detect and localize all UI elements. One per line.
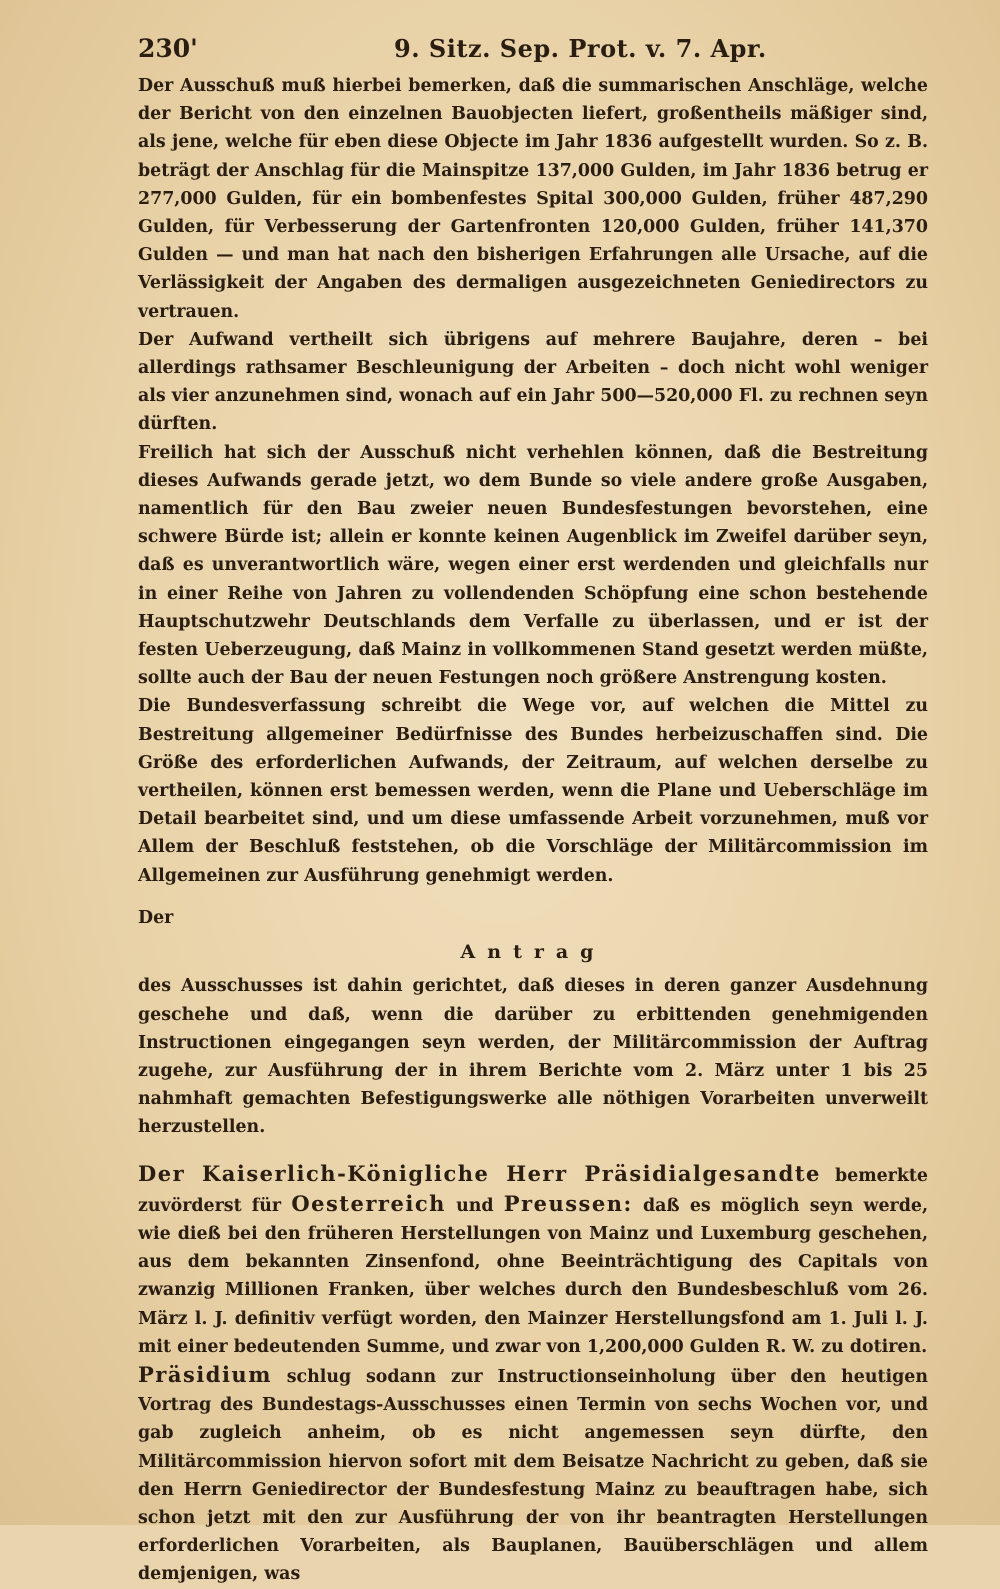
paragraph-3: Freilich hat sich der Ausschuß nicht verhehlen können, daß die Bestreitung dieses Aufwands gerade jetzt, wo dem Bunde so viele andere große Ausgaben, namentlich für den Bau zweier neuen Bundesfestungen bevorstehen, eine schwere Bürde ist; allein er konnte keinen Augenblick im Zweifel darüber seyn, daß es unverantwortlich wäre, wegen einer erst werdenden und gleichfalls nur in einer Reihe von Jahren zu vollendenden Schöpfung eine schon bestehende Hauptschutzwehr Deutschlands dem Verfalle zu überlassen, und er ist der festen Ueberzeugung, daß Mainz in vollkommenen Stand gesetzt werden müßte, sollte auch der Bau der neuen Festungen noch größere Anstrengung kosten. (138, 442, 928, 689)
running-head: 9. Sitz. Sep. Prot. v. 7. Apr. (394, 34, 767, 63)
paragraph-6-part-b: und (445, 1195, 504, 1216)
paragraph-6 (138, 1160, 928, 1361)
austria-name: Oesterreich (291, 1190, 446, 1216)
paragraph-7 (138, 1361, 928, 1589)
der-word: Der (138, 907, 174, 928)
page-number: 230' (138, 34, 198, 63)
paragraph-6-part-c: daß es möglich seyn werde, wie dieß bei den früheren Herstellungen von Mainz und Luxemburg geschehen, aus dem bekannten Zinsenfond, ohne Beeinträchtigung des Capitals von zwanzig Millionen Franken, über welches durch den Bundesbeschluß vom 26. März l. J. definitiv verfügt worden, den Mainzer Herstellungsfond am 1. Juli l. J. mit einer bedeutenden Summe, und zwar von 1,200,000 Gulden R. W. zu dotiren. (138, 1195, 928, 1357)
delegate-title: Der Kaiserlich-Königliche Herr Präsidialgesandte (138, 1160, 821, 1186)
paragraph-5: des Ausschusses ist dahin gerichtet, daß dieses in deren ganzer Ausdehnung geschehe und daß, wenn die darüber zu erbittenden genehmigenden Instructionen eingegangen seyn werden, der Militärcommission der Auftrag zugehe, zur Ausführung der in ihrem Berichte vom 2. März unter 1 bis 25 nahmhaft gemachten Befestigungswerke alle nöthigen Vorarbeiten unverweilt herzustellen. (138, 976, 928, 1138)
antrag-heading: Antrag (460, 941, 606, 964)
paragraph-7-text: schlug sodann zur Instructionseinholung über den heutigen Vortrag des Bundestags-Ausschusses einen Termin von sechs Wochen vor, und gab zugleich anheim, ob es nicht angemessen seyn dürfte, den Militärcommission hiervon sofort mit dem Beisatze Nachricht zu geben, daß sie den Herrn Geniedirector der Bundesfestung Mainz zu beauftragen habe, sich schon jetzt mit den zur Ausführung der von ihr beantragten Herstellungen erforderlichen Vorarbeiten, als Bauplanen, Bauüberschlägen und allem demjenigen, was (138, 1366, 928, 1585)
paragraph-1: Der Ausschuß muß hierbei bemerken, daß die summarischen Anschläge, welche der Bericht von den einzelnen Bauobjecten liefert, großentheils mäßiger sind, als jene, welche für eben diese Objecte im Jahr 1836 aufgestellt wurden. So z. B. beträgt der Anschlag für die Mainspitze 137,000 Gulden, im Jahr 1836 betrug er 277,000 Gulden, für ein bombenfestes Spital 300,000 Gulden, früher 487,290 Gulden, für Verbesserung der Gartenfronten 120,000 Gulden, früher 141,370 Gulden — und man hat nach den bisherigen Erfahrungen alle Ursache, auf die Verlässigkeit der Angaben des dermaligen ausgezeichneten Geniedirectors zu vertrauen. (138, 76, 928, 322)
paragraph-2: Der Aufwand vertheilt sich übrigens auf mehrere Baujahre, deren – bei allerdings rathsamer Beschleunigung der Arbeiten – doch nicht wohl weniger als vier anzunehmen sind, wonach auf ein Jahr 500—520,000 Fl. zu rechnen seyn dürften. (138, 329, 928, 435)
presidium-name: Präsidium (138, 1361, 272, 1387)
paragraph-4: Die Bundesverfassung schreibt die Wege vor, auf welchen die Mittel zu Bestreitung allgemeiner Bedürfnisse des Bundes herbeizuschaffen sind. Die Größe des erforderlichen Aufwands, der Zeitraum, auf welchen derselbe zu vertheilen, können erst bemessen werden, wenn die Plane und Ueberschläge im Detail bearbeitet sind, und um diese umfassende Arbeit vorzunehmen, muß vor Allem der Beschluß feststehen, ob die Vorschläge der Militärcommission im Allgemeinen zur Ausführung genehmigt werden. (138, 696, 928, 886)
section-separator (138, 1142, 928, 1160)
prussia-name: Preussen: (503, 1190, 633, 1216)
paragraph-6-part-a: bemerkte zuvörderst für (138, 1165, 928, 1216)
body-text (138, 72, 928, 1589)
page-header (138, 26, 928, 68)
